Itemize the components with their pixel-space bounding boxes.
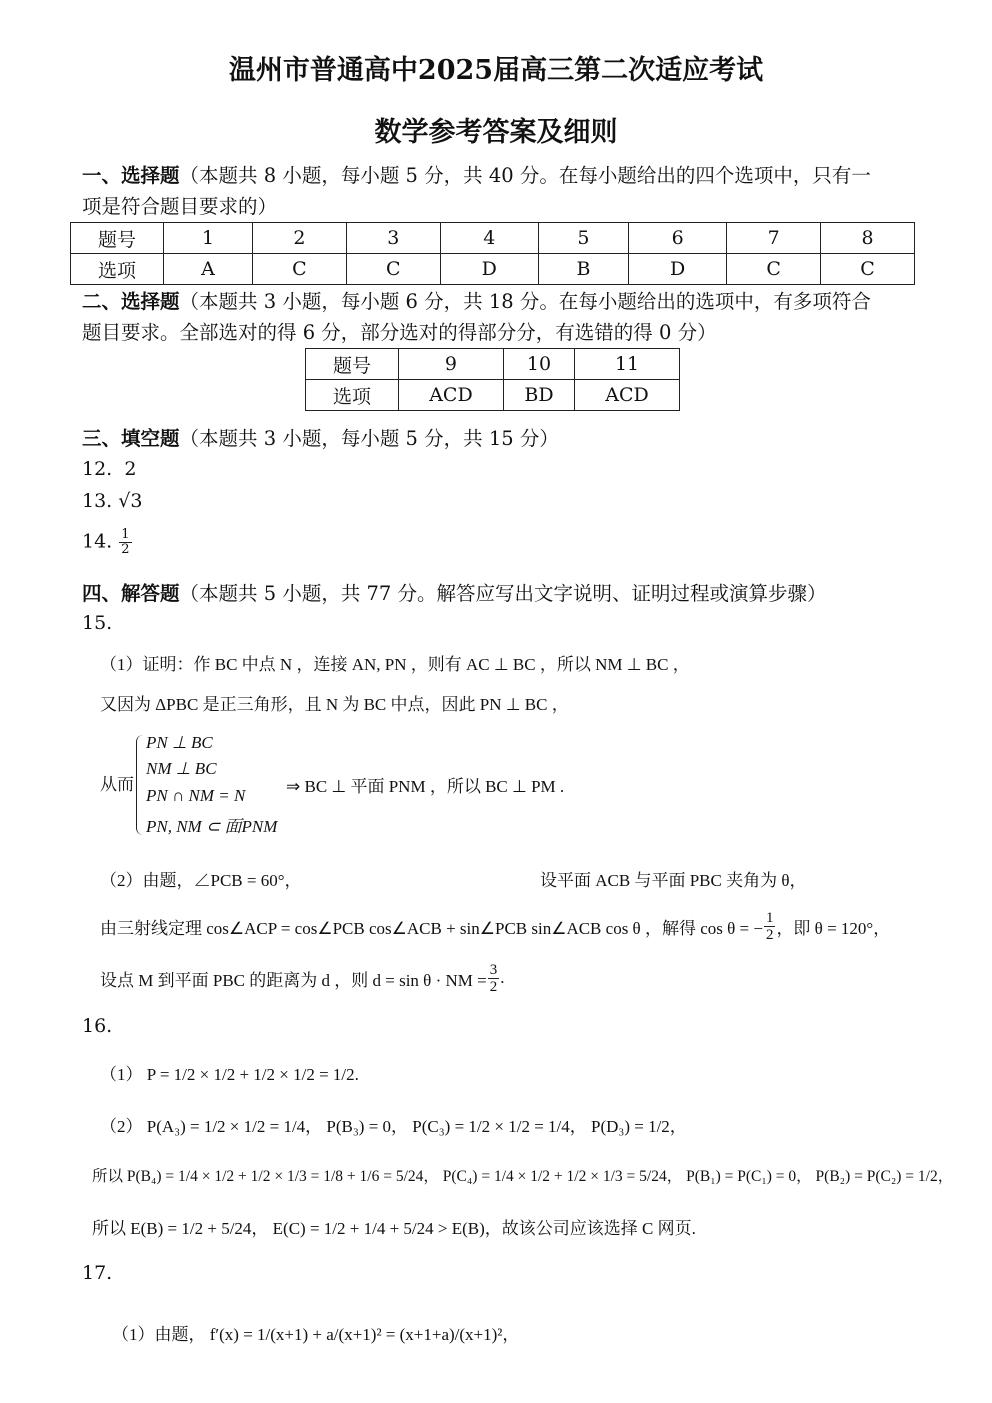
table-cell: 9 bbox=[399, 349, 504, 380]
answer-12: 12. 2 bbox=[82, 458, 137, 480]
part2-desc-line2: 题目要求。全部选对的得 6 分，部分选对的得部分分，有选错的得 0 分） bbox=[82, 321, 717, 344]
table-cell: C bbox=[821, 254, 915, 285]
part1-answer-table bbox=[70, 222, 915, 285]
q16-line4: 所以 E(B) = 1/2 + 5/24， E(C) = 1/2 + 1/4 + 5/24 > E(B)，故该公司应该选择 C 网页. bbox=[92, 1219, 696, 1238]
table-row bbox=[306, 380, 680, 411]
table-cell: 4 bbox=[440, 223, 538, 254]
q15-number: 15. bbox=[82, 612, 113, 634]
part1-desc-line1: 一、选择题（本题共 8 小题，每小题 5 分，共 40 分。在每小题给出的四个选项中，只有一 bbox=[82, 164, 871, 187]
system-line: PN ⊥ BC bbox=[146, 733, 213, 752]
part2-heading: 二、选择题 bbox=[82, 290, 180, 313]
table-cell: 7 bbox=[727, 223, 821, 254]
document-subtitle: 数学参考答案及细则 bbox=[374, 117, 618, 148]
part3-heading: 三、填空题 bbox=[82, 427, 180, 450]
q16-number: 16. bbox=[82, 1015, 113, 1037]
document-title: 温州市普通高中2025届高三第二次适应考试 bbox=[228, 55, 764, 86]
q15-line6: 设点 M 到平面 PBC 的距离为 d ，则 d = sin θ · NM = $\frac{3}{2}$ . bbox=[100, 961, 505, 995]
table-cell: A bbox=[164, 254, 253, 285]
table-cell: ACD bbox=[399, 380, 504, 411]
system-brace bbox=[136, 735, 143, 835]
q15-line3-suffix: ⇒ BC ⊥ 平面 PNM ，所以 BC ⊥ PM . bbox=[286, 777, 565, 796]
table-cell: 3 bbox=[346, 223, 440, 254]
table-cell: 8 bbox=[821, 223, 915, 254]
table-cell: C bbox=[727, 254, 821, 285]
table-cell: D bbox=[629, 254, 727, 285]
q15-line2: 又因为 ΔPBC 是正三角形，且 N 为 BC 中点，因此 PN ⊥ BC ， bbox=[100, 695, 569, 714]
answer-14-fraction: $\frac{1}{2}$ bbox=[121, 527, 130, 557]
table-row bbox=[306, 349, 680, 380]
q16-line3: 所以 P(B₄) = 1/4 × 1/2 + 1/2 × 1/3 = 1/8 + 1/6 = 5/24， P(C₄) = 1/4 × 1/2 + 1/2 × 1/3 = 5/24， P(B₁) = P(C₁) = 0， P(B₂) = P(C₂) = 1/2， bbox=[92, 1168, 954, 1185]
q15-line3-prefix: 从而 bbox=[100, 775, 134, 794]
table-cell: 6 bbox=[629, 223, 727, 254]
row-label: 选项 bbox=[71, 254, 164, 285]
answer-14: 14. $\frac{1}{2}$ bbox=[82, 527, 130, 557]
row-label: 选项 bbox=[306, 380, 399, 411]
table-row bbox=[71, 254, 915, 285]
table-row bbox=[71, 223, 915, 254]
table-cell: 2 bbox=[252, 223, 346, 254]
row-label: 题号 bbox=[71, 223, 164, 254]
table-cell: 5 bbox=[538, 223, 628, 254]
table-cell: ACD bbox=[575, 380, 680, 411]
part1-heading: 一、选择题 bbox=[82, 164, 180, 187]
q15-fraction: $\frac{3}{2}$ bbox=[489, 961, 498, 995]
system-line: PN, NM ⊂ 面PNM bbox=[146, 817, 278, 836]
q15-line5: 由三射线定理 cos∠ACP = cos∠PCB cos∠ACB + sin∠PCB sin∠ACB cos θ ，解得 cos θ = − $\frac{1}{2}$ ，即 θ = 120°， bbox=[100, 909, 891, 943]
q17-number: 17. bbox=[82, 1262, 113, 1284]
system-line: NM ⊥ BC bbox=[146, 759, 217, 778]
part3-desc: 三、填空题（本题共 3 小题，每小题 5 分，共 15 分） bbox=[82, 427, 559, 450]
table-cell: D bbox=[440, 254, 538, 285]
table-cell: 1 bbox=[164, 223, 253, 254]
row-label: 题号 bbox=[306, 349, 399, 380]
q15-part2-line: （2）由题，∠PCB = 60°， bbox=[100, 871, 302, 890]
table-cell: 11 bbox=[575, 349, 680, 380]
q15-part2-plane: 设平面 ACB 与平面 PBC 夹角为 θ， bbox=[540, 871, 807, 890]
system-line: PN ∩ NM = N bbox=[146, 786, 246, 805]
part1-desc-line2: 项是符合题目要求的） bbox=[82, 195, 278, 218]
part2-answer-table bbox=[305, 348, 680, 411]
q16-line2: （2） P(A₃) = 1/2 × 1/2 = 1/4， P(B₃) = 0， P(C₃) = 1/2 × 1/2 = 1/4， P(D₃) = 1/2， bbox=[100, 1117, 687, 1136]
table-cell: C bbox=[252, 254, 346, 285]
part4-heading: 四、解答题 bbox=[82, 582, 180, 605]
q15-fraction: $\frac{1}{2}$ bbox=[765, 909, 774, 943]
q15-line1: （1）证明：作 BC 中点 N ，连接 AN, PN ，则有 AC ⊥ BC ，所以 NM ⊥ BC ， bbox=[100, 655, 690, 674]
answer-13: 13. √3 bbox=[82, 490, 143, 512]
table-cell: B bbox=[538, 254, 628, 285]
table-cell: 10 bbox=[503, 349, 574, 380]
table-cell: C bbox=[346, 254, 440, 285]
table-cell: BD bbox=[503, 380, 574, 411]
part2-desc-line1: 二、选择题（本题共 3 小题，每小题 6 分，共 18 分。在每小题给出的选项中，有多项符合 bbox=[82, 290, 871, 313]
q17-line1: （1）由题， f′(x) = 1/(x+1) + a/(x+1)² = (x+1+a)/(x+1)²， bbox=[112, 1325, 520, 1344]
part4-desc: 四、解答题（本题共 5 小题，共 77 分。解答应写出文字说明、证明过程或演算步骤） bbox=[82, 582, 827, 605]
q16-line1: （1） P = 1/2 × 1/2 + 1/2 × 1/2 = 1/2. bbox=[100, 1065, 359, 1084]
